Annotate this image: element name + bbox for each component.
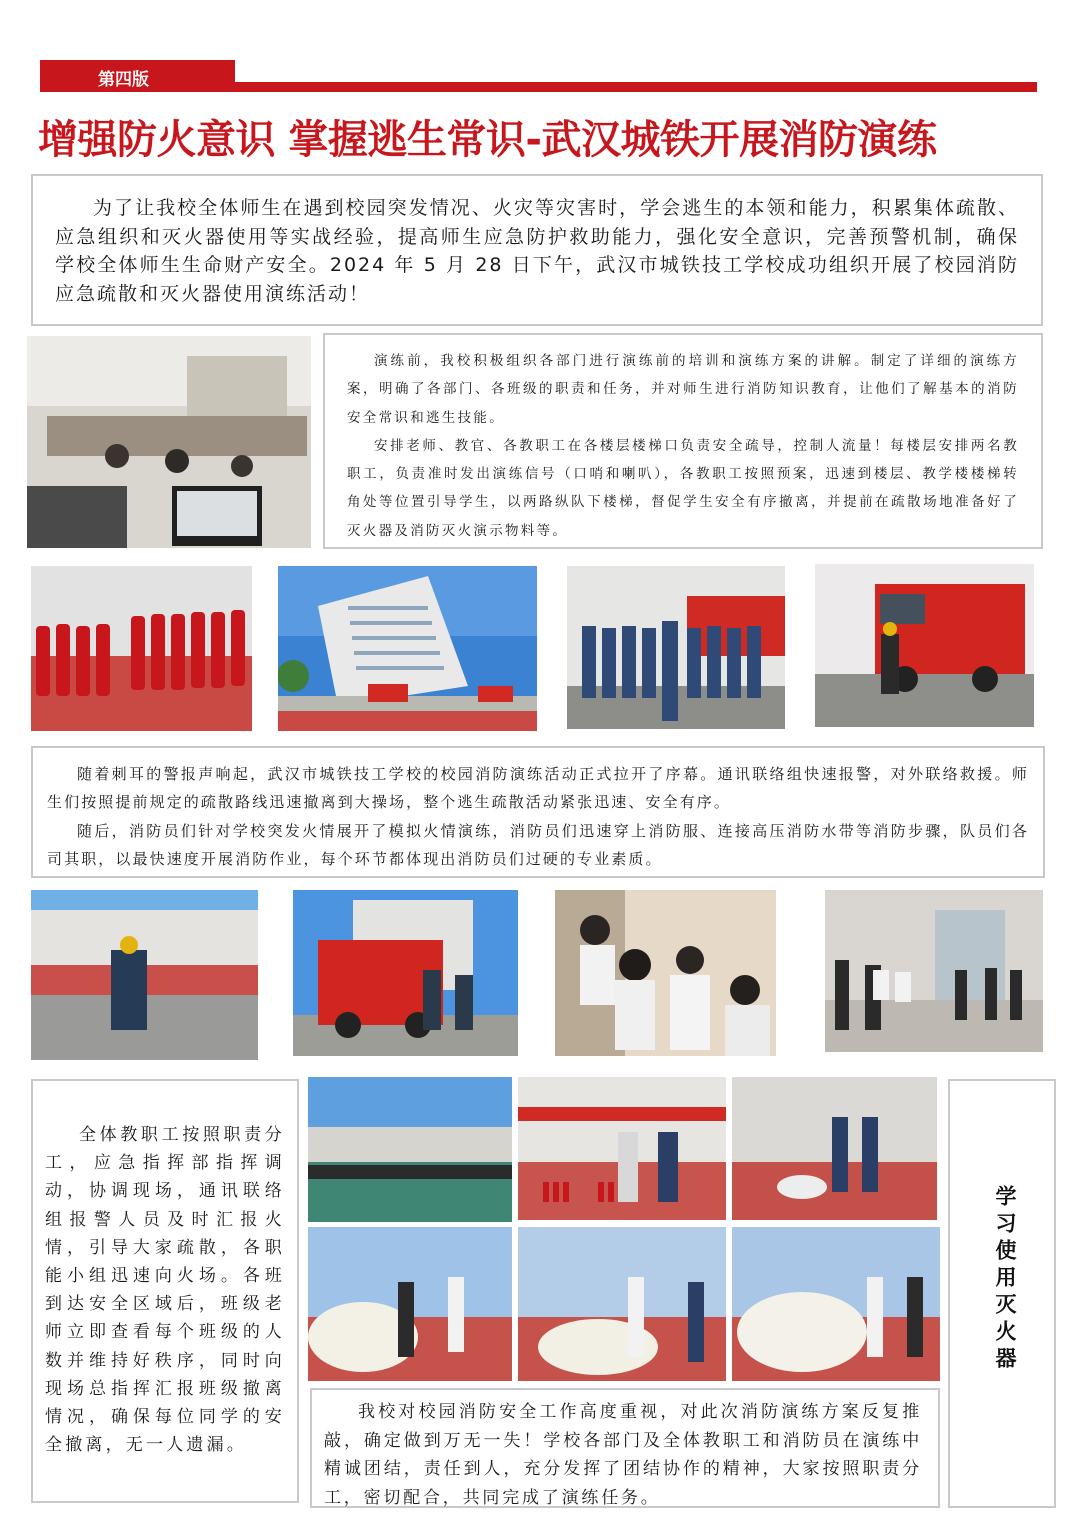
photo-training-fire-pan: [732, 1077, 937, 1220]
headline: 增强防火意识 掌握逃生常识-武汉城铁开展消防演练: [38, 117, 937, 163]
photo-fire-truck-team: [293, 890, 518, 1056]
prep-box: [323, 333, 1043, 549]
edition-tab: [40, 60, 235, 92]
intro-box: [31, 174, 1043, 326]
photo-hallway-evacuation: [825, 890, 1043, 1052]
photo-office-training: [27, 336, 311, 548]
prep-paragraph-1: 演练前，我校积极组织各部门进行演练前的培训和演练方案的讲解。制定了详细的演练方案，明确了各部门、各班级的职责和任务，并对师生进行消防知识教育，让他们了解基本的消防安全常识和逃生技能。: [347, 353, 1019, 426]
side-label-box: [948, 1079, 1056, 1508]
photo-firefighters-lineup: [567, 566, 785, 729]
edition-label: 第四版: [98, 70, 149, 90]
photo-spraying-extinguisher-1: [308, 1227, 512, 1381]
side-label: 学习使用灭火器: [993, 1185, 1017, 1374]
drill-box: [31, 746, 1045, 878]
intro-text: 为了让我校全体师生在遇到校园突发情况、火灾等灾害时，学会逃生的本领和能力，积累集体疏散、应急组织和灭火器使用等实战经验，提高师生应急防护救助能力，强化安全意识，完善预警机制，确保学校全体师生生命财产安全。2024 年 5 月 28 日下午，武汉市城铁技工学校成功组织开展了校园消防应急疏散和灭火器使用演练活动！: [55, 197, 1019, 305]
photo-assembly-playground: [308, 1077, 512, 1222]
drill-paragraph-2: 随后，消防员们针对学校突发火情展开了模拟火情演练，消防员们迅速穿上消防服、连接高压消防水带等消防步骤，队员们各司其职，以最快速度开展消防作业，每个环节都体现出消防员们过硬的专业素质。: [47, 821, 1029, 869]
photo-extinguisher-demo: [518, 1077, 726, 1220]
prep-paragraph-2: 安排老师、教官、各教职工在各楼层楼梯口负责安全疏导，控制人流量！每楼层安排两名教职工，负责准时发出演练信号（口哨和喇叭），各教职工按照预案，迅速到楼层、教学楼楼梯转角处等位置引导学生，以两路纵队下楼梯，督促学生安全有序撤离，并提前在疏散场地准备好了灭火器及消防灭火演示物料等。: [347, 437, 1019, 539]
photo-fire-truck-runner: [815, 564, 1034, 727]
summary-box: [310, 1388, 940, 1508]
drill-paragraph-1: 随着刺耳的警报声响起，武汉市城铁技工学校的校园消防演练活动正式拉开了序幕。通讯联络组快速报警，对外联络救援。师生们按照提前规定的疏散路线迅速撤离到大操场，整个逃生疏散活动紧张迅速、安全有序。: [47, 765, 1029, 812]
staff-text: 全体教职工按照职责分工，应急指挥部指挥调动，协调现场，通讯联络组报警人员及时汇报火情，引导大家疏散，各职能小组迅速向火场。各班到达安全区域后，班级老师立即查看每个班级的人数并维持好秩序，同时向现场总指挥汇报班级撤离情况，确保每位同学的安全撤离，无一人遗漏。: [45, 1125, 285, 1456]
photo-school-building: [278, 566, 537, 731]
summary-text: 我校对校园消防安全工作高度重视，对此次消防演练方案反复推敲，确定做到万无一失！学校各部门及全体教职工和消防员在演练中精诚团结，责任到人，充分发挥了团结协作的精神，大家按照职责分工，密切配合，共同完成了演练任务。: [324, 1402, 922, 1508]
photo-spraying-extinguisher-3: [732, 1227, 940, 1381]
photo-students-evacuating: [555, 890, 776, 1056]
staff-box: [31, 1079, 299, 1503]
photo-extinguishers: [31, 566, 252, 731]
photo-firefighter-walking: [31, 890, 258, 1060]
photo-spraying-extinguisher-2: [518, 1227, 726, 1381]
